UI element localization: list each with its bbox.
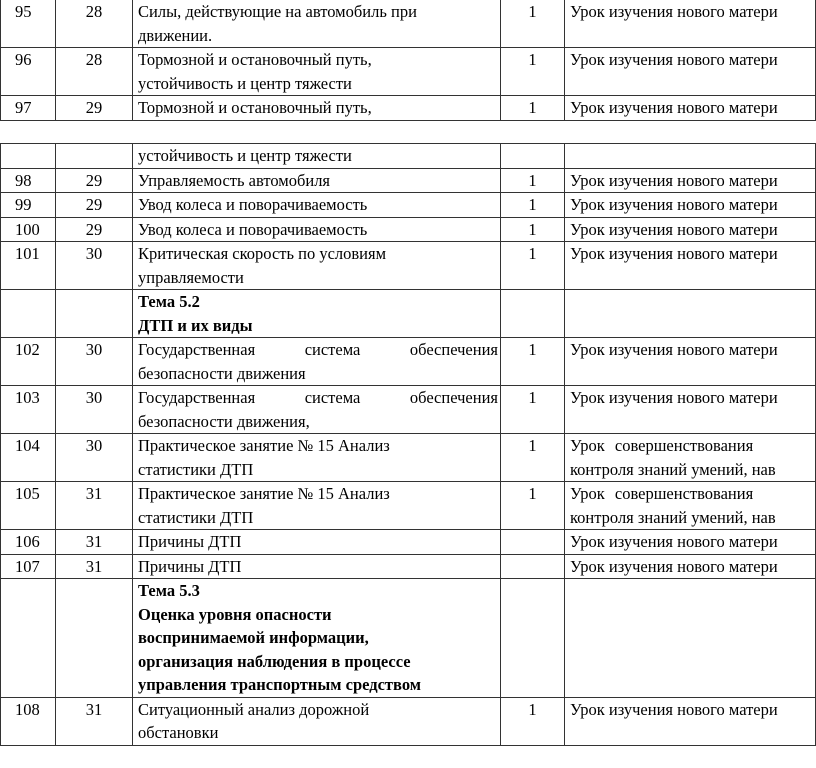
topic-cell bbox=[133, 48, 501, 96]
lesson-number-cell: 97 bbox=[1, 96, 56, 121]
lesson-number-cell: 100 bbox=[1, 217, 56, 242]
topic-line: Силы, действующие на автомобиль при bbox=[138, 2, 417, 21]
table-row bbox=[1, 434, 816, 482]
topic-cell bbox=[133, 144, 501, 169]
table-row bbox=[1, 144, 816, 169]
topic-line: воспринимаемой информации, bbox=[138, 628, 369, 647]
lesson-type-cell bbox=[565, 386, 816, 434]
lesson-type-line: Урок изучения нового матери bbox=[570, 244, 778, 263]
lesson-type-cell bbox=[565, 290, 816, 338]
lesson-number-cell bbox=[1, 579, 56, 698]
topic-cell bbox=[133, 554, 501, 579]
table-row bbox=[1, 193, 816, 218]
hours-cell: 1 bbox=[501, 386, 565, 434]
lesson-type-line: Урок изучения нового матери bbox=[570, 98, 778, 117]
hours-cell: 1 bbox=[501, 482, 565, 530]
lesson-number-cell: 104 bbox=[1, 434, 56, 482]
week-number-cell: 28 bbox=[56, 0, 133, 48]
topic-line: статистики ДТП bbox=[138, 507, 254, 527]
week-number-cell: 29 bbox=[56, 217, 133, 242]
topic-line: статистики ДТП bbox=[138, 459, 254, 479]
hours-cell: 1 bbox=[501, 48, 565, 96]
week-number-cell: 29 bbox=[56, 193, 133, 218]
lesson-type-line: контроля знаний умений, нав bbox=[570, 507, 776, 527]
topic-cell bbox=[133, 579, 501, 698]
week-number-cell bbox=[56, 290, 133, 338]
lesson-number-cell: 107 bbox=[1, 554, 56, 579]
topic-cell bbox=[133, 96, 501, 121]
hours-cell bbox=[501, 530, 565, 555]
lesson-type-cell bbox=[565, 482, 816, 530]
topic-cell bbox=[133, 193, 501, 218]
lesson-type-cell bbox=[565, 579, 816, 698]
table-row bbox=[1, 338, 816, 386]
hours-cell bbox=[501, 554, 565, 579]
lesson-type-line: Урок изучения нового матери bbox=[570, 219, 778, 239]
table-row bbox=[1, 697, 816, 745]
week-number-cell: 31 bbox=[56, 697, 133, 745]
topic-cell bbox=[133, 530, 501, 555]
lesson-number-cell: 105 bbox=[1, 482, 56, 530]
lesson-table-part-2 bbox=[0, 143, 816, 746]
lesson-number-cell: 102 bbox=[1, 338, 56, 386]
lesson-number-cell: 96 bbox=[1, 48, 56, 96]
lesson-type-line: Урок изучения нового матери bbox=[570, 388, 778, 407]
lesson-type-line: Урок совершенствования bbox=[570, 484, 754, 503]
lesson-type-line: Урок изучения нового матери bbox=[570, 699, 778, 719]
week-number-cell: 30 bbox=[56, 434, 133, 482]
hours-cell bbox=[501, 290, 565, 338]
lesson-type-cell bbox=[565, 554, 816, 579]
lesson-type-line: Урок изучения нового матери bbox=[570, 170, 778, 190]
lesson-type-line: Урок изучения нового матери bbox=[570, 532, 778, 551]
week-number-cell: 30 bbox=[56, 242, 133, 290]
lesson-number-cell: 95 bbox=[1, 0, 56, 48]
lesson-type-cell bbox=[565, 217, 816, 242]
lesson-type-cell bbox=[565, 242, 816, 290]
hours-cell: 1 bbox=[501, 338, 565, 386]
topic-line: Причины ДТП bbox=[138, 556, 242, 576]
hours-cell: 1 bbox=[501, 0, 565, 48]
lesson-type-cell bbox=[565, 0, 816, 48]
topic-line: Оценка уровня опасности bbox=[138, 604, 332, 624]
week-number-cell: 31 bbox=[56, 482, 133, 530]
lesson-type-cell bbox=[565, 168, 816, 193]
hours-cell: 1 bbox=[501, 168, 565, 193]
topic-line: Управляемость автомобиля bbox=[138, 170, 331, 190]
lesson-type-cell bbox=[565, 48, 816, 96]
topic-cell bbox=[133, 338, 501, 386]
week-number-cell bbox=[56, 144, 133, 169]
lesson-number-cell: 101 bbox=[1, 242, 56, 290]
topic-line: Тема 5.2 bbox=[138, 292, 200, 311]
topic-line: Ситуационный анализ дорожной bbox=[138, 699, 370, 719]
topic-line: Государственная система обеспечения bbox=[138, 388, 498, 407]
lesson-type-line: Урок изучения нового матери bbox=[570, 195, 778, 214]
lesson-number-cell: 108 bbox=[1, 697, 56, 745]
topic-line: безопасности движения, bbox=[138, 411, 310, 431]
topic-cell bbox=[133, 697, 501, 745]
lesson-type-cell bbox=[565, 434, 816, 482]
table-row bbox=[1, 242, 816, 290]
table-row bbox=[1, 530, 816, 555]
lesson-number-cell bbox=[1, 290, 56, 338]
week-number-cell: 29 bbox=[56, 96, 133, 121]
lesson-type-line: Урок изучения нового матери bbox=[570, 556, 778, 576]
lesson-type-cell bbox=[565, 697, 816, 745]
lesson-type-line bbox=[570, 290, 815, 314]
topic-line: Увод колеса и поворачиваемость bbox=[138, 195, 368, 214]
topic-line: Тормозной и остановочный путь, bbox=[138, 98, 372, 117]
lesson-type-line: Урок изучения нового матери bbox=[570, 340, 778, 359]
topic-cell bbox=[133, 217, 501, 242]
table-row bbox=[1, 48, 816, 96]
topic-cell bbox=[133, 0, 501, 48]
topic-cell bbox=[133, 386, 501, 434]
topic-cell bbox=[133, 242, 501, 290]
lesson-type-cell bbox=[565, 96, 816, 121]
week-number-cell: 31 bbox=[56, 554, 133, 579]
table-row bbox=[1, 482, 816, 530]
table-row bbox=[1, 96, 816, 121]
lesson-type-cell bbox=[565, 193, 816, 218]
lesson-type-line: Урок совершенствования bbox=[570, 436, 754, 455]
topic-line: Практическое занятие № 15 Анализ bbox=[138, 484, 390, 503]
topic-line: управления транспортным средством bbox=[138, 675, 422, 694]
topic-line: Увод колеса и поворачиваемость bbox=[138, 219, 368, 239]
topic-line: Тема 5.3 bbox=[138, 581, 200, 600]
topic-line: устойчивость и центр тяжести bbox=[138, 73, 352, 93]
lesson-table-part-1 bbox=[0, 0, 816, 121]
hours-cell bbox=[501, 579, 565, 698]
week-number-cell: 29 bbox=[56, 168, 133, 193]
hours-cell: 1 bbox=[501, 242, 565, 290]
topic-line: Тормозной и остановочный путь, bbox=[138, 50, 372, 69]
lesson-type-line bbox=[570, 144, 815, 168]
lesson-number-cell: 106 bbox=[1, 530, 56, 555]
lesson-number-cell bbox=[1, 144, 56, 169]
lesson-type-line: Урок изучения нового матери bbox=[570, 2, 778, 21]
topic-line: Государственная система обеспечения bbox=[138, 340, 498, 359]
lesson-type-cell bbox=[565, 530, 816, 555]
lesson-type-line: Урок изучения нового матери bbox=[570, 50, 778, 69]
hours-cell: 1 bbox=[501, 217, 565, 242]
topic-line: организация наблюдения в процессе bbox=[138, 651, 411, 671]
week-number-cell: 30 bbox=[56, 338, 133, 386]
topic-cell bbox=[133, 434, 501, 482]
topic-line: Практическое занятие № 15 Анализ bbox=[138, 436, 390, 455]
topic-line: безопасности движения bbox=[138, 363, 306, 383]
topic-header-row bbox=[1, 290, 816, 338]
lesson-type-line: контроля знаний умений, нав bbox=[570, 459, 776, 479]
topic-cell bbox=[133, 482, 501, 530]
hours-cell: 1 bbox=[501, 434, 565, 482]
hours-cell: 1 bbox=[501, 697, 565, 745]
topic-line: Причины ДТП bbox=[138, 532, 242, 551]
hours-cell: 1 bbox=[501, 193, 565, 218]
table-row bbox=[1, 554, 816, 579]
week-number-cell: 28 bbox=[56, 48, 133, 96]
topic-line: ДТП и их виды bbox=[138, 315, 253, 335]
hours-cell: 1 bbox=[501, 96, 565, 121]
table-row bbox=[1, 217, 816, 242]
week-number-cell bbox=[56, 579, 133, 698]
topic-line: обстановки bbox=[138, 723, 219, 742]
lesson-number-cell: 98 bbox=[1, 168, 56, 193]
topic-line: движении. bbox=[138, 25, 213, 45]
lesson-type-cell bbox=[565, 338, 816, 386]
topic-header-row bbox=[1, 579, 816, 698]
lesson-type-cell bbox=[565, 144, 816, 169]
topic-cell bbox=[133, 290, 501, 338]
topic-line: Критическая скорость по условиям bbox=[138, 244, 387, 263]
hours-cell bbox=[501, 144, 565, 169]
week-number-cell: 31 bbox=[56, 530, 133, 555]
table-row bbox=[1, 0, 816, 48]
topic-line: устойчивость и центр тяжести bbox=[138, 146, 352, 165]
topic-line: управляемости bbox=[138, 267, 244, 287]
topic-cell bbox=[133, 168, 501, 193]
table-row bbox=[1, 168, 816, 193]
week-number-cell: 30 bbox=[56, 386, 133, 434]
lesson-type-line bbox=[570, 579, 815, 603]
lesson-number-cell: 103 bbox=[1, 386, 56, 434]
table-row bbox=[1, 386, 816, 434]
lesson-number-cell: 99 bbox=[1, 193, 56, 218]
